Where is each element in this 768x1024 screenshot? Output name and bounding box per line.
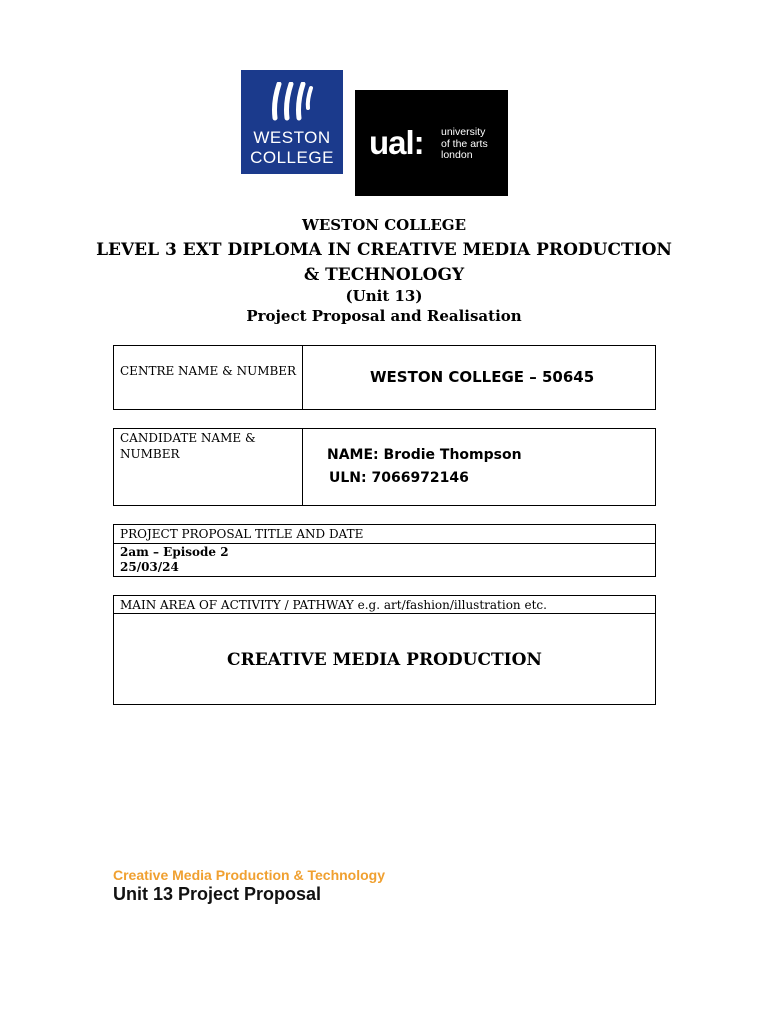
ual-logo bbox=[355, 90, 508, 196]
ual-subtitle-line: of the arts bbox=[441, 137, 488, 150]
project-box bbox=[113, 524, 656, 577]
project-title: 2am – Episode 2 bbox=[120, 545, 229, 559]
qualification-line1: LEVEL 3 EXT DIPLOMA IN CREATIVE MEDIA PRODUCTION bbox=[96, 240, 672, 260]
footer-subtitle: Creative Media Production & Technology bbox=[113, 867, 386, 883]
weston-swoosh-icon bbox=[269, 82, 315, 122]
centre-value: WESTON COLLEGE – 50645 bbox=[370, 368, 595, 386]
candidate-name: NAME: Brodie Thompson bbox=[327, 447, 522, 463]
ual-subtitle-line: london bbox=[441, 149, 473, 161]
document-title: Project Proposal and Realisation bbox=[246, 307, 522, 325]
weston-logo-line1: WESTON bbox=[253, 128, 331, 147]
ual-mark: ual: bbox=[369, 124, 424, 161]
candidate-uln: ULN: 7066972146 bbox=[329, 470, 469, 486]
activity-label: MAIN AREA OF ACTIVITY / PATHWAY e.g. art/fashion/illustration etc. bbox=[120, 598, 547, 612]
qualification-heading bbox=[0, 238, 768, 288]
divider bbox=[114, 613, 655, 614]
candidate-label bbox=[120, 430, 256, 462]
centre-label: CENTRE NAME & NUMBER bbox=[120, 364, 297, 378]
ual-subtitle bbox=[441, 127, 488, 162]
project-label: PROJECT PROPOSAL TITLE AND DATE bbox=[120, 527, 364, 541]
footer-title: Unit 13 Project Proposal bbox=[113, 884, 322, 904]
divider bbox=[302, 429, 303, 505]
centre-box bbox=[113, 345, 656, 410]
divider bbox=[302, 346, 303, 409]
weston-logo-line2: COLLEGE bbox=[250, 148, 334, 167]
project-date: 25/03/24 bbox=[120, 560, 179, 574]
candidate-label-line2: NUMBER bbox=[120, 447, 180, 461]
qualification-line2: & TECHNOLOGY bbox=[303, 265, 465, 285]
college-heading: WESTON COLLEGE bbox=[301, 216, 467, 234]
weston-college-logo bbox=[241, 70, 343, 174]
ual-subtitle-line: university bbox=[441, 126, 486, 138]
activity-box bbox=[113, 595, 656, 705]
candidate-box bbox=[113, 428, 656, 506]
divider bbox=[114, 543, 655, 544]
unit-heading: (Unit 13) bbox=[345, 287, 423, 305]
activity-value: CREATIVE MEDIA PRODUCTION bbox=[227, 650, 542, 670]
candidate-label-line1: CANDIDATE NAME & bbox=[120, 431, 256, 445]
